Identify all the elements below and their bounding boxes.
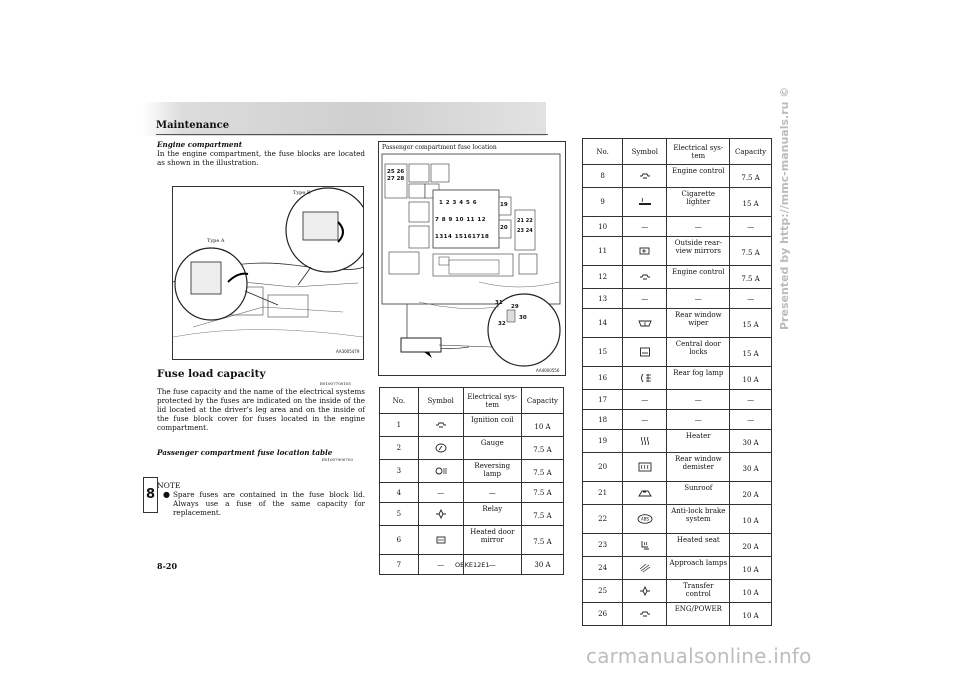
side-credit: Presented by http://mmc-manuals.ru ©: [778, 86, 791, 330]
cell-no: 15: [583, 338, 623, 367]
cell-capacity: 10 A: [730, 603, 772, 626]
col-no: No.: [583, 139, 623, 165]
fuse-table-left: [379, 387, 564, 575]
col-system: Electrical sys-tem: [667, 139, 730, 165]
section-title: Maintenance: [156, 120, 230, 131]
cell-no: 6: [380, 526, 419, 555]
cell-capacity: 20 A: [730, 534, 772, 557]
fuse-27: 27: [387, 176, 395, 182]
fuse-18: 18: [480, 234, 490, 240]
fuse-24: 24: [525, 228, 533, 234]
cell-no: 22: [583, 505, 623, 534]
col-symbol: Symbol: [623, 139, 667, 165]
cell-no: 9: [583, 188, 623, 217]
fuse-21: 21: [517, 218, 524, 224]
cell-capacity: 10 A: [730, 367, 772, 390]
note-text: Spare fuses are contained in the fuse block lid. Always use a fuse of the same capacity for replacement.: [173, 490, 365, 517]
cell-no: 19: [583, 430, 623, 453]
fuse-15: 15: [454, 234, 464, 240]
heater-icon: [623, 430, 667, 453]
table-row: [380, 460, 564, 483]
type-b-label: Type B: [293, 190, 311, 196]
eng-power-icon: [623, 603, 667, 626]
cell-symbol: —: [623, 390, 667, 410]
fuse-3: 3: [452, 200, 457, 206]
cell-no: 4: [380, 483, 419, 503]
engine-control-icon: [623, 266, 667, 289]
cell-system: —: [667, 289, 730, 309]
cell-capacity: 15 A: [730, 188, 772, 217]
cell-system: Engine control: [667, 165, 730, 188]
fuse-9: 9: [448, 217, 453, 223]
cell-capacity: —: [730, 410, 772, 430]
fuse-29: 29: [511, 304, 519, 310]
cell-system: Reversing lamp: [463, 460, 521, 483]
transfer-control-icon: [623, 580, 667, 603]
cell-capacity: 30 A: [730, 453, 772, 482]
cell-no: 1: [380, 414, 419, 437]
table-row: [583, 390, 772, 410]
table-row: [583, 410, 772, 430]
fuse-5: 5: [466, 200, 471, 206]
table-row: [583, 505, 772, 534]
fuse-labels-right: [517, 216, 533, 236]
document-code: OBKE12E1: [455, 561, 490, 569]
page-number: 8-20: [157, 561, 178, 571]
fuse-31: 31: [495, 300, 503, 306]
cell-no: 14: [583, 309, 623, 338]
table-row: [583, 430, 772, 453]
table-row: [583, 338, 772, 367]
fuse-load-title: Fuse load capacity: [157, 368, 266, 380]
cell-no: 2: [380, 437, 419, 460]
engine-compartment-heading: Engine compartment: [157, 140, 243, 149]
cell-symbol: —: [623, 217, 667, 237]
rear-window-demister-icon: [623, 453, 667, 482]
cell-system: Gauge: [463, 437, 521, 460]
heated-seat-icon: [623, 534, 667, 557]
cell-capacity: 10 A: [521, 414, 563, 437]
cell-capacity: —: [730, 289, 772, 309]
cell-no: 12: [583, 266, 623, 289]
fuse-2: 2: [445, 200, 451, 206]
fuse-table-right: [582, 138, 772, 626]
cell-capacity: 7.5 A: [521, 503, 563, 526]
ignition-coil-icon: [418, 414, 463, 437]
table-row: [583, 237, 772, 266]
cell-no: 5: [380, 503, 419, 526]
cell-no: 10: [583, 217, 623, 237]
engine-compartment-text: In the engine compartment, the fuse blocks are located as shown in the illustration.: [157, 149, 365, 167]
fuse-6: 6: [472, 200, 478, 206]
table-header-row: [583, 139, 772, 165]
cell-system: Cigarette lighter: [667, 188, 730, 217]
cell-capacity: —: [730, 390, 772, 410]
cell-system: Approach lamps: [667, 557, 730, 580]
table-row: [380, 526, 564, 555]
fuse-10: 10: [455, 217, 464, 223]
cell-capacity: 30 A: [521, 555, 563, 575]
cell-capacity: 7.5 A: [730, 266, 772, 289]
passenger-fuse-illustration: [378, 141, 566, 376]
table-row: [583, 289, 772, 309]
cell-no: 21: [583, 482, 623, 505]
cell-capacity: 10 A: [730, 557, 772, 580]
cell-capacity: 7.5 A: [521, 483, 563, 503]
fuse-17: 17: [472, 234, 481, 240]
figure1-code: AA3005479: [336, 349, 360, 354]
rear-window-wiper-icon: [623, 309, 667, 338]
cell-capacity: 7.5 A: [521, 526, 563, 555]
fuse-22: 22: [525, 218, 533, 224]
cell-no: 23: [583, 534, 623, 557]
engine-control-icon: [623, 165, 667, 188]
table-row: [380, 555, 564, 575]
heated-door-mirror-icon: [418, 526, 463, 555]
cell-system: Relay: [463, 503, 521, 526]
cell-capacity: 10 A: [730, 580, 772, 603]
cell-system: Rear window wiper: [667, 309, 730, 338]
relay-icon: [418, 503, 463, 526]
fuse-1: 1: [439, 200, 444, 206]
cell-symbol: —: [418, 483, 463, 503]
cell-no: 20: [583, 453, 623, 482]
cell-symbol: —: [418, 555, 463, 575]
cell-capacity: —: [730, 217, 772, 237]
engine-compartment-block: [157, 140, 365, 167]
cell-no: 24: [583, 557, 623, 580]
cell-system: Rear fog lamp: [667, 367, 730, 390]
cell-no: 17: [583, 390, 623, 410]
cell-no: 3: [380, 460, 419, 483]
fuse-14: 14: [443, 234, 453, 240]
cell-no: 25: [583, 580, 623, 603]
cell-capacity: 15 A: [730, 309, 772, 338]
cell-system: —: [667, 217, 730, 237]
cell-system: Anti-lock brake system: [667, 505, 730, 534]
fuse-25: 25: [387, 169, 395, 175]
fuse-19: 19: [500, 202, 508, 208]
fuse-load-text: The fuse capacity and the name of the electrical systems protected by the fuses are indicated on the inside of the lid located at the driver’s leg area and on the inside of the fuse block cover for fuses located in the engine compartment.: [157, 387, 365, 432]
table-row: [380, 503, 564, 526]
col-symbol: Symbol: [418, 388, 463, 414]
note-label: NOTE: [157, 481, 181, 490]
cell-capacity: 10 A: [730, 505, 772, 534]
cell-system: Rear window demister: [667, 453, 730, 482]
sunroof-icon: [623, 482, 667, 505]
cell-system: Ignition coil: [463, 414, 521, 437]
svg-text:ABS: ABS: [640, 516, 649, 522]
cigarette-lighter-icon: [623, 188, 667, 217]
fuse-4: 4: [459, 200, 464, 206]
cell-system: Outside rear-view mirrors: [667, 237, 730, 266]
cell-no: 16: [583, 367, 623, 390]
fuse-28: 28: [396, 176, 405, 182]
reversing-lamp-icon: [418, 460, 463, 483]
cell-no: 13: [583, 289, 623, 309]
cell-capacity: 7.5 A: [521, 460, 563, 483]
table-row: [583, 534, 772, 557]
cell-capacity: 7.5 A: [521, 437, 563, 460]
table-heading: Passenger compartment fuse location table: [157, 448, 333, 457]
table-row: [583, 188, 772, 217]
cell-system: ENG/POWER: [667, 603, 730, 626]
fuse-12: 12: [477, 217, 487, 223]
table-row: [583, 266, 772, 289]
table-row: [583, 309, 772, 338]
gauge-icon: [418, 437, 463, 460]
cell-symbol: —: [623, 410, 667, 430]
abs-icon: [623, 505, 667, 534]
cell-system: Transfer control: [667, 580, 730, 603]
cell-capacity: 7.5 A: [730, 165, 772, 188]
figure2-code: AA4000556: [536, 368, 560, 373]
col-no: No.: [380, 388, 419, 414]
cell-system: Engine control: [667, 266, 730, 289]
table-row: [583, 603, 772, 626]
table-row: [583, 165, 772, 188]
central-door-locks-icon: [623, 338, 667, 367]
fuse-labels-left: [387, 169, 404, 183]
table-row: [380, 437, 564, 460]
note-bullet: ●: [163, 490, 170, 499]
watermark: carmanualsonline.info: [586, 644, 812, 668]
cell-system: —: [667, 390, 730, 410]
fuse-11: 11: [466, 217, 475, 223]
header-rule: [156, 134, 548, 135]
table-row: [583, 453, 772, 482]
col-system: Electrical sys-tem: [463, 388, 521, 414]
cell-capacity: 7.5 A: [730, 237, 772, 266]
cell-system: Heated seat: [667, 534, 730, 557]
fuse-20: 20: [500, 225, 508, 231]
fuse-13: 13: [435, 234, 444, 240]
table-row: [583, 367, 772, 390]
table-heading-code: E01007900703: [322, 457, 353, 462]
table-row: [380, 483, 564, 503]
fuse-load-code: E01007700105: [320, 381, 351, 386]
cell-capacity: 20 A: [730, 482, 772, 505]
figure2-caption: Passenger compartment fuse location: [382, 144, 497, 151]
cell-no: 11: [583, 237, 623, 266]
cell-system: Sunroof: [667, 482, 730, 505]
outside-rear-view-mirrors-icon: [623, 237, 667, 266]
cell-system: Heater: [667, 430, 730, 453]
type-a-label: Type A: [207, 238, 225, 244]
fuse-panel-svg: [379, 142, 565, 375]
chapter-tab: 8: [143, 477, 158, 513]
cell-no: 8: [583, 165, 623, 188]
table-row: [583, 557, 772, 580]
rear-fog-lamp-icon: [623, 367, 667, 390]
approach-lamps-icon: [623, 557, 667, 580]
note-body: [163, 490, 365, 517]
cell-system: —: [463, 483, 521, 503]
fuse-32: 32: [498, 321, 506, 327]
table-header-row: [380, 388, 564, 414]
col-capacity: Capacity: [730, 139, 772, 165]
fuse-30: 30: [519, 315, 527, 321]
cell-capacity: 15 A: [730, 338, 772, 367]
cell-system: —: [463, 555, 521, 575]
table-row: [583, 482, 772, 505]
table-row: [380, 414, 564, 437]
cell-no: 7: [380, 555, 419, 575]
col-capacity: Capacity: [521, 388, 563, 414]
cell-capacity: 30 A: [730, 430, 772, 453]
fuse-16: 16: [463, 234, 473, 240]
engine-illustration-svg: [173, 187, 363, 359]
cell-no: 26: [583, 603, 623, 626]
cell-system: Heated door mirror: [463, 526, 521, 555]
cell-symbol: —: [623, 289, 667, 309]
fuse-26: 26: [396, 169, 405, 175]
fuse-23: 23: [517, 228, 524, 234]
cell-system: Central door locks: [667, 338, 730, 367]
engine-compartment-illustration: [172, 186, 364, 360]
cell-no: 18: [583, 410, 623, 430]
table-row: [583, 580, 772, 603]
fuse-7: 7: [435, 217, 440, 223]
fuse-labels-main: [435, 195, 499, 246]
cell-system: —: [667, 410, 730, 430]
fuse-8: 8: [441, 217, 447, 223]
table-row: [583, 217, 772, 237]
